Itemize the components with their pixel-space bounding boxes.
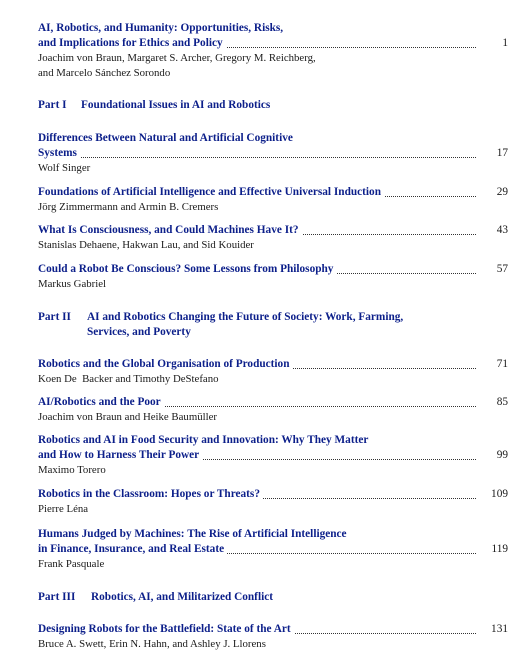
chapter-authors: Koen De Backer and Timothy DeStefano <box>38 373 219 385</box>
toc-entry-chapter[interactable] <box>38 131 508 176</box>
part-heading-2 <box>38 310 508 340</box>
page-number: 1 <box>496 36 508 51</box>
toc-entry-chapter[interactable] <box>38 622 508 652</box>
page-number: 57 <box>491 262 508 277</box>
chapter-authors: Frank Pasquale <box>38 558 105 570</box>
chapter-title-line: Humans Judged by Machines: The Rise of Artificial Intelligence <box>38 528 347 540</box>
part-label: Part III <box>38 591 76 603</box>
part-title: AI and Robotics Changing the Future of Society: Work, Farming, <box>87 311 404 323</box>
part-title: Robotics, AI, and Militarized Conflict <box>91 591 273 603</box>
chapter-authors: Wolf Singer <box>38 162 91 174</box>
toc-entry-chapter[interactable] <box>38 527 508 572</box>
chapter-title-line: Could a Robot Be Conscious? Some Lessons from Philosophy 57 <box>38 263 508 275</box>
chapter-title-line: AI/Robotics and the Poor 85 <box>38 396 508 408</box>
part-label: Part II <box>38 311 71 323</box>
part-label: Part I <box>38 99 67 111</box>
page-number: 131 <box>485 622 508 637</box>
chapter-authors: Markus Gabriel <box>38 278 107 290</box>
chapter-title-line: Robotics and the Global Organisation of Production 71 <box>38 358 508 370</box>
page-number: 43 <box>491 223 508 238</box>
toc-entry-chapter[interactable] <box>38 395 508 425</box>
toc-entry-chapter[interactable] <box>38 223 508 253</box>
chapter-title-line: Designing Robots for the Battlefield: State of the Art 131 <box>38 623 508 635</box>
chapter-title-line: Robotics and AI in Food Security and Innovation: Why They Matter <box>38 434 369 446</box>
page-number: 29 <box>491 185 508 200</box>
chapter-title-line: What Is Consciousness, and Could Machines Have It? 43 <box>38 224 508 236</box>
chapter-title-line: and How to Harness Their Power 99 <box>38 449 508 461</box>
page-number: 71 <box>491 357 508 372</box>
chapter-title-line: AI, Robotics, and Humanity: Opportunities, Risks, <box>38 22 284 34</box>
chapter-authors: Pierre Léna <box>38 503 89 515</box>
toc-entry-chapter[interactable] <box>38 433 508 478</box>
part-heading-3 <box>38 590 508 605</box>
chapter-authors: Bruce A. Swett, Erin N. Hahn, and Ashley J. Llorens <box>38 638 266 650</box>
page-number: 109 <box>485 487 508 502</box>
toc-entry-chapter[interactable] <box>38 487 508 517</box>
part-title: Foundational Issues in AI and Robotics <box>81 99 271 111</box>
part-heading-1 <box>38 98 508 113</box>
page-number: 119 <box>485 542 508 557</box>
chapter-authors: Stanislas Dehaene, Hakwan Lau, and Sid Kouider <box>38 239 254 251</box>
chapter-authors: Jörg Zimmermann and Armin B. Cremers <box>38 201 219 213</box>
toc-entry-chapter[interactable] <box>38 185 508 215</box>
chapter-authors: and Marcelo Sánchez Sorondo <box>38 67 171 79</box>
toc-entry-chapter[interactable] <box>38 357 508 387</box>
toc-entry-chapter[interactable] <box>38 262 508 292</box>
chapter-authors: Joachim von Braun, Margaret S. Archer, Gregory M. Reichberg, <box>38 52 316 64</box>
chapter-title-line: and Implications for Ethics and Policy 1 <box>38 37 508 49</box>
chapter-authors: Joachim von Braun and Heike Baumüller <box>38 411 218 423</box>
page-number: 99 <box>491 448 508 463</box>
page-number: 85 <box>491 395 508 410</box>
part-title: Services, and Poverty <box>87 326 191 338</box>
toc-entry-intro[interactable] <box>38 21 508 81</box>
chapter-title-line: Foundations of Artificial Intelligence and Effective Universal Induction 29 <box>38 186 508 198</box>
chapter-title-line: in Finance, Insurance, and Real Estate 119 <box>38 543 508 555</box>
chapter-authors: Maximo Torero <box>38 464 106 476</box>
chapter-title-line: Robotics in the Classroom: Hopes or Threats? 109 <box>38 488 508 500</box>
page-number: 17 <box>491 146 508 161</box>
chapter-title-line: Systems 17 <box>38 147 508 159</box>
chapter-title-line: Differences Between Natural and Artificial Cognitive <box>38 132 293 144</box>
